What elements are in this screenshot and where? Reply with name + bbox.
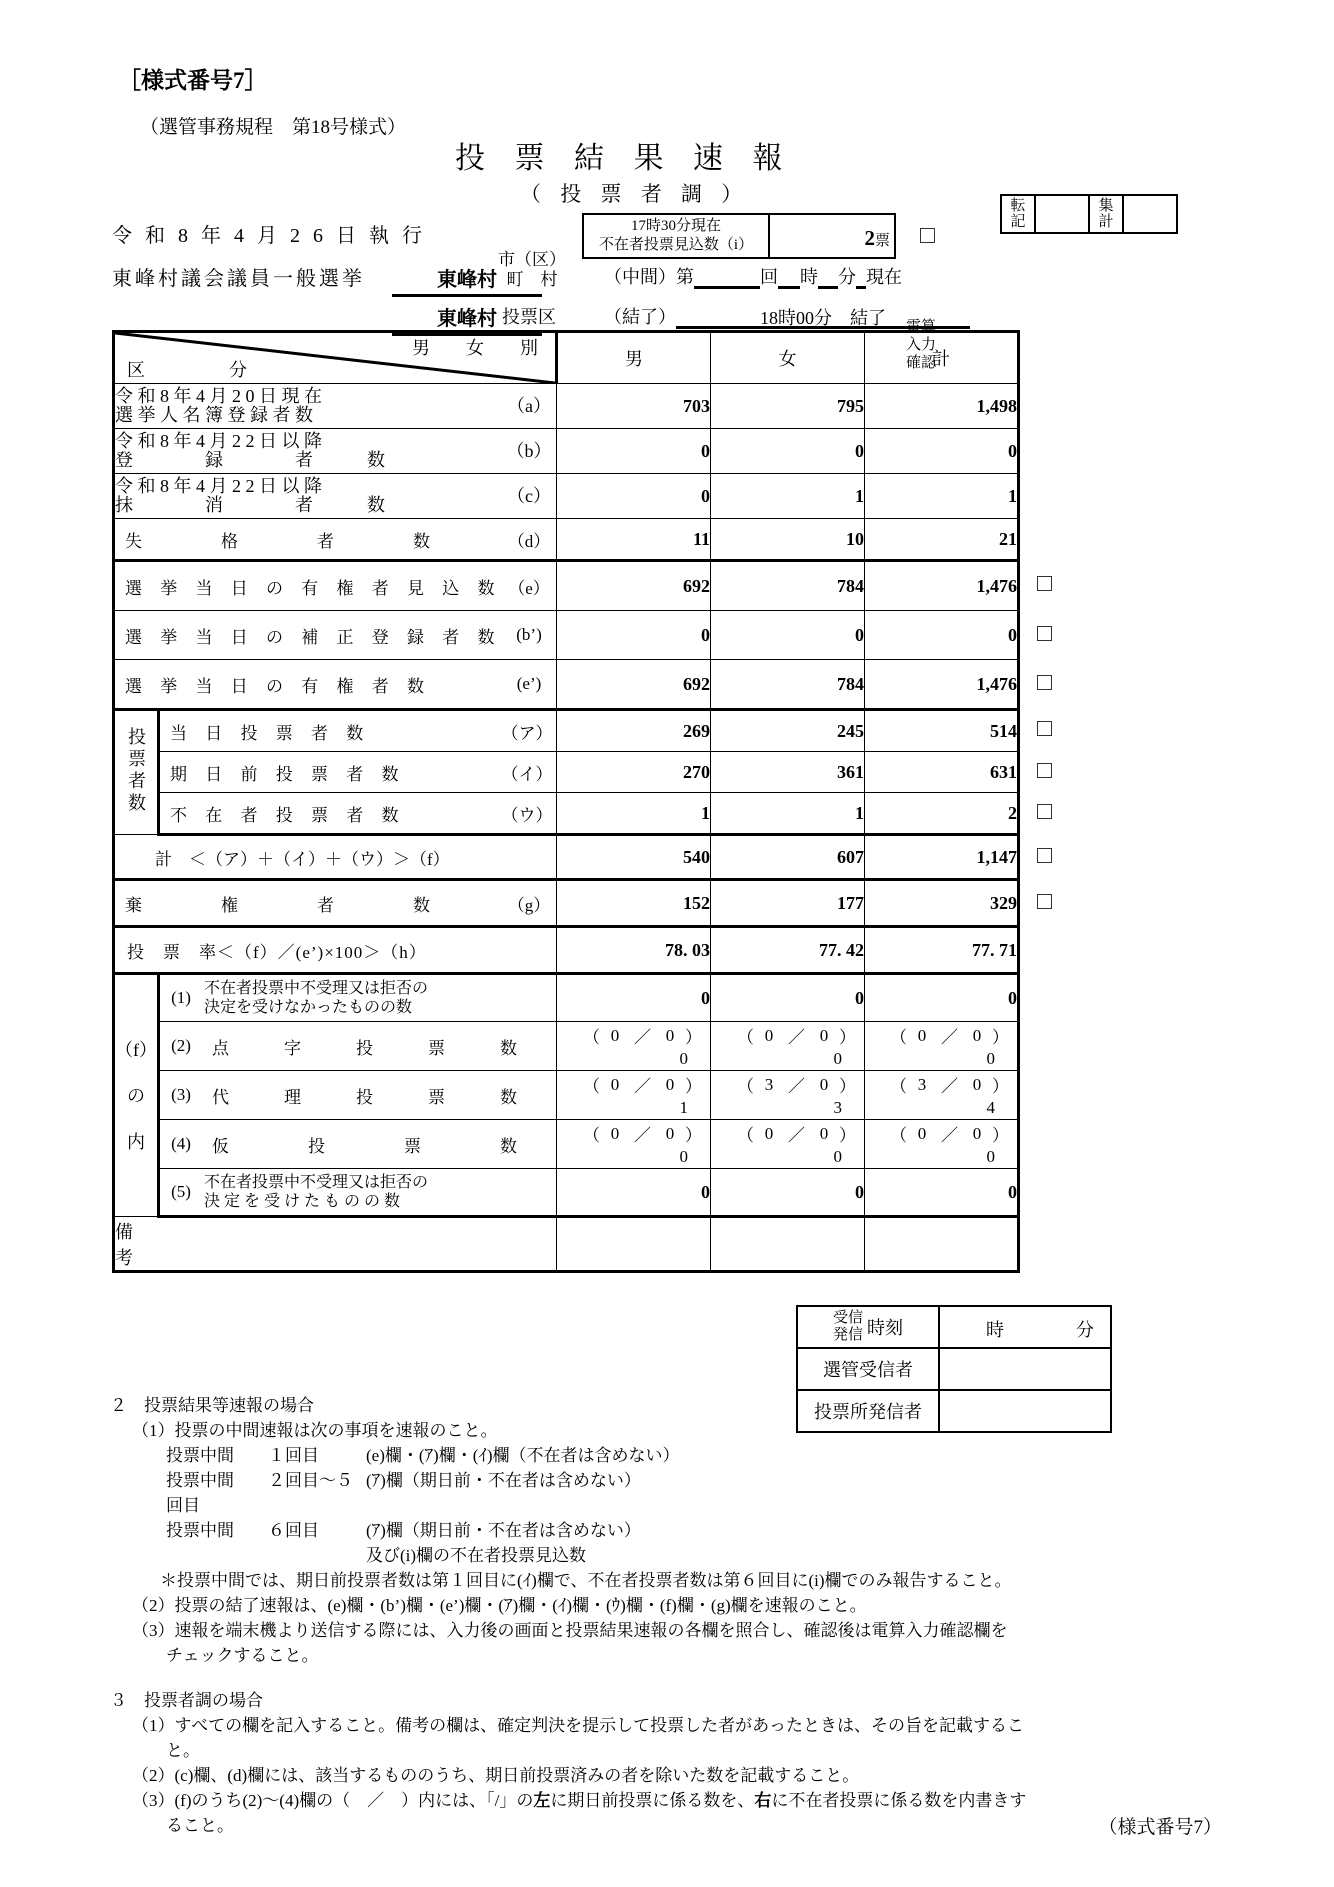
row-label-d-text: 失 格 者 数 <box>125 531 437 551</box>
row-label-c-line1: 令 和 8 年 4 月 2 2 日 以 降 <box>115 476 322 496</box>
f-row-2-female-c: 0 <box>833 1049 842 1068</box>
row-label-a3 <box>159 793 557 835</box>
page-title: 投 票 結 果 速 報 <box>455 142 794 175</box>
row-f-female: 607 <box>711 835 865 880</box>
page-subtitle: （ 投 票 者 調 ） <box>520 182 750 206</box>
table-row <box>114 611 1070 660</box>
row-label-d <box>114 519 557 561</box>
f-row-4-male: （ 0 ／ 0 ） 0 <box>557 1120 711 1169</box>
f-breakdown-group-label <box>114 974 159 1217</box>
note-3-3 <box>132 1788 1260 1813</box>
row-e-female: 784 <box>711 561 865 611</box>
absentee-estimate-value-cell[interactable] <box>770 215 894 257</box>
voter-count-group-text: 投票者数 <box>126 726 146 815</box>
row-code-a: （a） <box>507 395 551 416</box>
table-row <box>114 1120 1070 1169</box>
row-bprime-checkbox[interactable] <box>1037 626 1052 641</box>
row-a3-male: 1 <box>557 793 711 835</box>
note-3-2: （2）(c)欄、(d)欄には、該当するもののうち、期日前投票済みの者を除いた数を記載すること。 <box>132 1766 860 1785</box>
f-row-5-total: 0 <box>865 1169 1019 1217</box>
absentee-estimate-label <box>584 215 770 257</box>
row-code-e: （e） <box>508 578 550 598</box>
row-code-d: （d） <box>507 531 551 551</box>
row-eprime-check-cell <box>1019 660 1070 710</box>
row-b-female: 0 <box>711 429 865 474</box>
f-row-2-label <box>159 1022 557 1071</box>
table-row <box>114 474 1070 519</box>
f-row-2-total-c: 0 <box>986 1049 995 1068</box>
absentee-estimate-unit: 票 <box>874 233 890 249</box>
row-label-h <box>114 927 557 974</box>
table-row <box>114 384 1070 429</box>
row-h-female: 77. 42 <box>711 927 865 974</box>
interim-fun: 分 <box>838 267 856 287</box>
row-label-g-text: 棄 権 者 数 <box>125 895 437 915</box>
row-code-g: （g） <box>507 895 551 915</box>
table-row <box>114 1217 1070 1272</box>
note-2-1-a-right: (e)欄・(ｱ)欄・(ｲ)欄（不在者は含めない） <box>366 1446 680 1465</box>
row-label-c-line2: 抹 消 者 数 <box>115 495 385 515</box>
table-row <box>114 793 1070 835</box>
row-g-check-cell <box>1019 880 1070 927</box>
table-row <box>114 835 1070 880</box>
f-row-4-text: 仮 投 票 数 <box>212 1136 524 1156</box>
note-2-1-d <box>166 1543 1260 1568</box>
row-d-male: 11 <box>557 519 711 561</box>
f-row-3-total-b: 0 <box>972 1074 982 1094</box>
pollingstation-sender-label: 投票所発信者 <box>797 1390 939 1432</box>
form-number: ［様式番号7］ <box>118 68 268 93</box>
f-row-3-label <box>159 1071 557 1120</box>
f-row-2-male-a: 0 <box>610 1025 620 1045</box>
vote-results-table <box>112 330 1071 1273</box>
row-label-e-text: 選 挙 当 日 の 有 権 者 見 込 数 <box>125 578 502 598</box>
f-row-3-female-c: 3 <box>833 1098 842 1117</box>
row-g-checkbox[interactable] <box>1037 894 1052 909</box>
table-row <box>114 880 1070 927</box>
interim-label: （中間）第 <box>604 267 694 287</box>
absentee-estimate-value: 2 <box>864 226 875 250</box>
district-label: 投票区 <box>502 307 556 327</box>
receipt-time-minute-label: 分 <box>1076 1320 1094 1340</box>
computer-entry-confirm-line3: 確認 <box>905 355 936 371</box>
row-a2-female: 361 <box>711 752 865 793</box>
row-b-check-cell <box>1019 429 1070 474</box>
row-a3-total: 2 <box>865 793 1019 835</box>
row-label-f <box>114 835 557 880</box>
note-2-1-b-right: (ｱ)欄（期日前・不在者は含めない） <box>366 1471 641 1490</box>
f-row-1-male: 0 <box>557 974 711 1022</box>
f-row-3-male-c: 1 <box>679 1098 688 1117</box>
row-a1-total: 514 <box>865 710 1019 752</box>
row-d-female: 10 <box>711 519 865 561</box>
computer-entry-confirm-line1: 電算 <box>905 319 936 335</box>
row-eprime-checkbox[interactable] <box>1037 675 1052 690</box>
row-label-bprime <box>114 611 557 660</box>
row-eprime-total: 1,476 <box>865 660 1019 710</box>
f-row-3-total-a: 3 <box>917 1074 927 1094</box>
f-group-line1: （f） <box>115 1039 157 1060</box>
row-e-check-cell <box>1019 561 1070 611</box>
receipt-time-label-stack <box>833 1310 863 1344</box>
row-bprime-total: 0 <box>865 611 1019 660</box>
f-row-3-male-b: 0 <box>665 1074 675 1094</box>
table-row <box>114 519 1070 561</box>
row-f-check-cell <box>1019 835 1070 880</box>
row-bprime-female: 0 <box>711 611 865 660</box>
table-row <box>114 561 1070 611</box>
f-row-4-female-a: 0 <box>764 1123 774 1143</box>
f-row-4-female-b: 0 <box>819 1123 829 1143</box>
row-code-a3: （ウ） <box>501 805 553 825</box>
municipality-type-line2: 町 村 <box>506 270 558 289</box>
voter-count-group-label <box>114 710 159 835</box>
district-municipality-name: 東峰村 <box>392 302 542 336</box>
row-g-total: 329 <box>865 880 1019 927</box>
regulation-note: （選管事務規程 第18号様式） <box>140 117 407 138</box>
f-row-2-total-b: 0 <box>972 1025 982 1045</box>
receipt-time-value[interactable] <box>939 1306 1111 1348</box>
absentee-estimate-box <box>582 213 896 259</box>
f-row-2-no: (2) <box>171 1036 191 1055</box>
table-header-row <box>114 332 1070 384</box>
f-row-1-label <box>159 974 557 1022</box>
row-label-a-line2: 選 挙 人 名 簿 登 録 者 数 <box>115 405 313 425</box>
f-row-4-check-cell <box>1019 1120 1070 1169</box>
f-row-4-male-a: 0 <box>610 1123 620 1143</box>
row-label-b-line2: 登 録 者 数 <box>115 450 385 470</box>
f-row-2-male-c: 0 <box>679 1049 688 1068</box>
row-b-male: 0 <box>557 429 711 474</box>
row-a-check-cell <box>1019 384 1070 429</box>
f-row-4-female: （ 0 ／ 0 ） 0 <box>711 1120 865 1169</box>
row-code-eprime: (e’) <box>516 674 542 693</box>
municipality-type-line1: 市（区） <box>498 250 566 269</box>
f-row-5-check-cell <box>1019 1169 1070 1217</box>
absentee-estimate-checkbox[interactable] <box>920 228 935 243</box>
row-c-female: 1 <box>711 474 865 519</box>
f-row-2-total-a: 0 <box>917 1025 927 1045</box>
interim-genzai: 現在 <box>866 267 902 287</box>
f-row-5-no: (5) <box>171 1182 191 1201</box>
municipality-name: 東峰村 <box>392 263 542 297</box>
transcribe-value[interactable] <box>1036 196 1090 232</box>
receipt-label-line2: 発信 <box>832 1327 863 1343</box>
row-a2-check-cell <box>1019 752 1070 793</box>
f-row-4-no: (4) <box>171 1134 191 1153</box>
f-row-4-total: （ 0 ／ 0 ） 0 <box>865 1120 1019 1169</box>
interim-kai: 回 <box>760 267 778 287</box>
f-row-4-total-c: 0 <box>986 1147 995 1166</box>
note-2-1-c-left: 投票中間 ６回目 <box>166 1521 319 1540</box>
corner-label-left: 区 分 <box>127 360 263 380</box>
row-a1-female: 245 <box>711 710 865 752</box>
remarks-male[interactable] <box>557 1217 711 1272</box>
computer-entry-confirm-line2: 入力 <box>905 337 936 353</box>
row-f-male: 540 <box>557 835 711 880</box>
f-row-1-no: (1) <box>171 988 191 1007</box>
row-code-c: （c） <box>507 485 551 506</box>
tally-value[interactable] <box>1124 196 1176 232</box>
receipt-time-hour-label: 時 <box>986 1320 1004 1340</box>
row-a3-checkbox[interactable] <box>1037 804 1052 819</box>
absentee-estimate-label-line1: 17時30分現在 <box>630 218 721 234</box>
f-row-4-total-b: 0 <box>972 1123 982 1143</box>
row-eprime-male: 692 <box>557 660 711 710</box>
row-label-a1-text: 当 日 投 票 者 数 <box>170 723 371 743</box>
row-label-f-text: 計 ＜（ア）＋（イ）＋（ウ）＞（f） <box>155 849 450 869</box>
row-label-a2 <box>159 752 557 793</box>
f-group-line3: 内 <box>127 1131 145 1152</box>
f-row-2-check-cell <box>1019 1022 1070 1071</box>
senkan-receiver-value[interactable] <box>939 1348 1111 1390</box>
row-label-g <box>114 880 557 927</box>
f-row-5-text <box>202 1173 556 1211</box>
f-row-3-check-cell <box>1019 1071 1070 1120</box>
senkan-receiver-label: 選管受信者 <box>797 1348 939 1390</box>
remarks-female[interactable] <box>711 1217 865 1272</box>
transcribe-tally-box <box>1000 194 1178 234</box>
f-row-3-total-c: 4 <box>986 1098 995 1117</box>
row-label-a2-text: 期 日 前 投 票 者 数 <box>170 764 406 784</box>
receipt-time-row <box>797 1306 1111 1348</box>
note-3-3-part-a: （3）(f)のうち(2)～(4)欄の（ ／ ）内には、「/」の <box>132 1791 534 1810</box>
row-label-bprime-text: 選 挙 当 日 の 補 正 登 録 者 数 <box>125 627 502 647</box>
f-row-4-female-c: 0 <box>833 1147 842 1166</box>
f-row-4-label <box>159 1120 557 1169</box>
row-c-male: 0 <box>557 474 711 519</box>
f-row-2-male-b: 0 <box>665 1025 675 1045</box>
f-row-3-total: （ 3 ／ 0 ） 4 <box>865 1071 1019 1120</box>
absentee-estimate-label-line2: 不在者投票見込数（i） <box>598 237 754 253</box>
note-2-1-b <box>166 1468 1260 1518</box>
row-label-a-line1: 令 和 8 年 4 月 2 0 日 現 在 <box>115 386 322 406</box>
transcribe-label: 転記 <box>1002 196 1036 232</box>
interim-report-line <box>604 263 902 289</box>
column-header-female: 女 <box>711 332 865 384</box>
row-a2-checkbox[interactable] <box>1037 763 1052 778</box>
row-f-checkbox[interactable] <box>1037 848 1052 863</box>
note-section-3-title: ３ 投票者調の場合 <box>110 1691 263 1710</box>
f-row-3-female: （ 3 ／ 0 ） 3 <box>711 1071 865 1120</box>
note-3-3-part-c: に不在者投票に係る数を内書きす <box>771 1791 1027 1810</box>
absentee-estimate-checkbox-wrap <box>920 228 935 248</box>
row-d-total: 21 <box>865 519 1019 561</box>
receipt-senkan-row <box>797 1348 1111 1390</box>
f-row-2-female-a: 0 <box>764 1025 774 1045</box>
f-row-5-line1: 不在者投票中不受理又は拒否の <box>204 1174 429 1191</box>
note-2-1-d-right: 及び(i)欄の不在者投票見込数 <box>366 1546 587 1565</box>
f-row-1-female: 0 <box>711 974 865 1022</box>
row-e-male: 692 <box>557 561 711 611</box>
note-2-3-cont: チェックすること。 <box>166 1646 319 1665</box>
f-row-4-total-a: 0 <box>917 1123 927 1143</box>
election-name: 東峰村議会議員一般選挙 <box>112 268 365 290</box>
note-2-1-c <box>166 1518 1260 1543</box>
note-3-3-part-b: に期日前投票に係る数を、 <box>550 1791 755 1810</box>
f-group-line2: の <box>127 1085 145 1106</box>
f-row-2-total: （ 0 ／ 0 ） 0 <box>865 1022 1019 1071</box>
note-2-2: （2）投票の結了速報は、(e)欄・(b’)欄・(e’)欄・(ｱ)欄・(ｲ)欄・(ｳ)欄・(f)欄・(g)欄を速報のこと。 <box>132 1596 867 1615</box>
row-c-check-cell <box>1019 474 1070 519</box>
row-label-b-line1: 令 和 8 年 4 月 2 2 日 以 降 <box>115 431 322 451</box>
table-row <box>114 927 1070 974</box>
note-3-1: （1）すべての欄を記入すること。備考の欄は、確定判決を提示して投票した者があったときは、その旨を記載するこ <box>132 1716 1024 1735</box>
note-2-1: （1）投票の中間速報は次の事項を速報のこと。 <box>132 1421 498 1440</box>
note-2-star: ＊投票中間では、期日前投票者数は第１回目に(ｲ)欄で、不在者投票者数は第６回目に(i)欄でのみ報告すること。 <box>160 1571 1012 1590</box>
f-row-4-male-b: 0 <box>665 1123 675 1143</box>
table-row <box>114 710 1070 752</box>
remarks-label: 備 考 <box>114 1217 557 1272</box>
row-label-eprime-text: 選 挙 当 日 の 有 権 者 数 <box>125 676 431 696</box>
f-row-3-female-b: 0 <box>819 1074 829 1094</box>
f-row-3-text: 代 理 投 票 数 <box>212 1087 524 1107</box>
f-row-1-text <box>202 979 556 1017</box>
row-label-eprime <box>114 660 557 710</box>
f-row-5-female: 0 <box>711 1169 865 1217</box>
row-code-b: （b） <box>506 440 552 461</box>
row-h-check-cell <box>1019 927 1070 974</box>
row-d-check-cell <box>1019 519 1070 561</box>
table-corner-cell <box>114 332 557 384</box>
table-row <box>114 1071 1070 1120</box>
f-row-5-label <box>159 1169 557 1217</box>
row-a1-male: 269 <box>557 710 711 752</box>
row-h-total: 77. 71 <box>865 927 1019 974</box>
note-3-3-bold-right: 右 <box>754 1791 772 1810</box>
remarks-total[interactable] <box>865 1217 1019 1272</box>
table-row <box>114 1022 1070 1071</box>
row-bprime-male: 0 <box>557 611 711 660</box>
note-2-1-a <box>166 1443 1260 1468</box>
note-3-1-cont: と。 <box>166 1741 200 1760</box>
row-a-total: 1,498 <box>865 384 1019 429</box>
table-row <box>114 974 1070 1022</box>
f-row-3-male-a: 0 <box>610 1074 620 1094</box>
table-row <box>114 1169 1070 1217</box>
note-2-3: （3）速報を端末機より送信する際には、入力後の画面と投票結果速報の各欄を照合し、確認後は電算入力確認欄を <box>132 1621 1008 1640</box>
note-2-1-c-right: (ｱ)欄（期日前・不在者は含めない） <box>366 1521 641 1540</box>
tally-label: 集計 <box>1090 196 1124 232</box>
receipt-label-line1: 受信 <box>832 1310 863 1326</box>
row-eprime-female: 784 <box>711 660 865 710</box>
column-header-total: 計 <box>865 332 1019 384</box>
table-row <box>114 752 1070 793</box>
table-row <box>114 660 1070 710</box>
check-column-spacer <box>1019 332 1070 384</box>
row-a1-checkbox[interactable] <box>1037 721 1052 736</box>
final-time: 18時00分 結了 <box>676 304 970 329</box>
row-label-h-text: 投 票 率＜（f）／(e’)×100＞（h） <box>127 942 427 962</box>
row-label-c <box>114 474 557 519</box>
row-a3-female: 1 <box>711 793 865 835</box>
corner-label-right: 男 女 別 <box>412 338 547 358</box>
row-h-male: 78. 03 <box>557 927 711 974</box>
row-e-total: 1,476 <box>865 561 1019 611</box>
f-row-1-line1: 不在者投票中不受理又は拒否の <box>204 980 429 997</box>
row-b-total: 0 <box>865 429 1019 474</box>
f-row-1-check-cell <box>1019 974 1070 1022</box>
remarks-check-cell <box>1019 1217 1070 1272</box>
row-c-total: 1 <box>865 474 1019 519</box>
f-row-2-female-b: 0 <box>819 1025 829 1045</box>
row-label-a1 <box>159 710 557 752</box>
row-a-female: 795 <box>711 384 865 429</box>
row-a3-check-cell <box>1019 793 1070 835</box>
row-a2-total: 631 <box>865 752 1019 793</box>
f-row-2-male: （ 0 ／ 0 ） 0 <box>557 1022 711 1071</box>
receipt-time-suffix: 時刻 <box>867 1318 903 1338</box>
footer-form-number: （様式番号7） <box>1098 1817 1222 1838</box>
note-2-1-a-left: 投票中間 １回目 <box>166 1446 319 1465</box>
row-label-b <box>114 429 557 474</box>
note-3-3-bold-left: 左 <box>533 1791 551 1810</box>
row-code-a1: （ア） <box>501 723 553 743</box>
f-row-3-male: （ 0 ／ 0 ） 1 <box>557 1071 711 1120</box>
f-row-4-male-c: 0 <box>679 1147 688 1166</box>
row-a1-check-cell <box>1019 710 1070 752</box>
execution-date: 令 和 8 年 4 月 2 6 日 執 行 <box>112 225 426 247</box>
f-row-1-total: 0 <box>865 974 1019 1022</box>
table-row <box>114 429 1070 474</box>
f-row-3-no: (3) <box>171 1085 191 1104</box>
interim-ji: 時 <box>800 267 818 287</box>
f-row-5-line2: 決 定 を 受 け た も の の 数 <box>204 1193 401 1210</box>
f-row-2-female: （ 0 ／ 0 ） 0 <box>711 1022 865 1071</box>
row-e-checkbox[interactable] <box>1037 576 1052 591</box>
f-row-1-line2: 決定を受けなかったものの数 <box>204 999 413 1016</box>
f-row-5-male: 0 <box>557 1169 711 1217</box>
note-section-2-title: ２ 投票結果等速報の場合 <box>110 1396 314 1415</box>
f-row-2-text: 点 字 投 票 数 <box>212 1038 524 1058</box>
note-3-3-cont: ること。 <box>166 1816 234 1835</box>
f-row-3-female-a: 3 <box>764 1074 774 1094</box>
footnotes <box>110 1393 1260 1838</box>
row-g-male: 152 <box>557 880 711 927</box>
row-label-e <box>114 561 557 611</box>
row-a-male: 703 <box>557 384 711 429</box>
note-2-1-b-left: 投票中間 ２回目～５回目 <box>166 1471 353 1515</box>
row-label-a3-text: 不 在 者 投 票 者 数 <box>170 805 406 825</box>
final-label: （結了） <box>604 307 676 327</box>
municipality-type <box>497 250 567 290</box>
row-code-bprime: (b’) <box>516 625 542 644</box>
row-label-a <box>114 384 557 429</box>
receipt-time-label <box>797 1306 939 1348</box>
row-g-female: 177 <box>711 880 865 927</box>
row-f-total: 1,147 <box>865 835 1019 880</box>
row-code-a2: （イ） <box>501 764 553 784</box>
column-header-male: 男 <box>557 332 711 384</box>
row-a2-male: 270 <box>557 752 711 793</box>
row-bprime-check-cell <box>1019 611 1070 660</box>
